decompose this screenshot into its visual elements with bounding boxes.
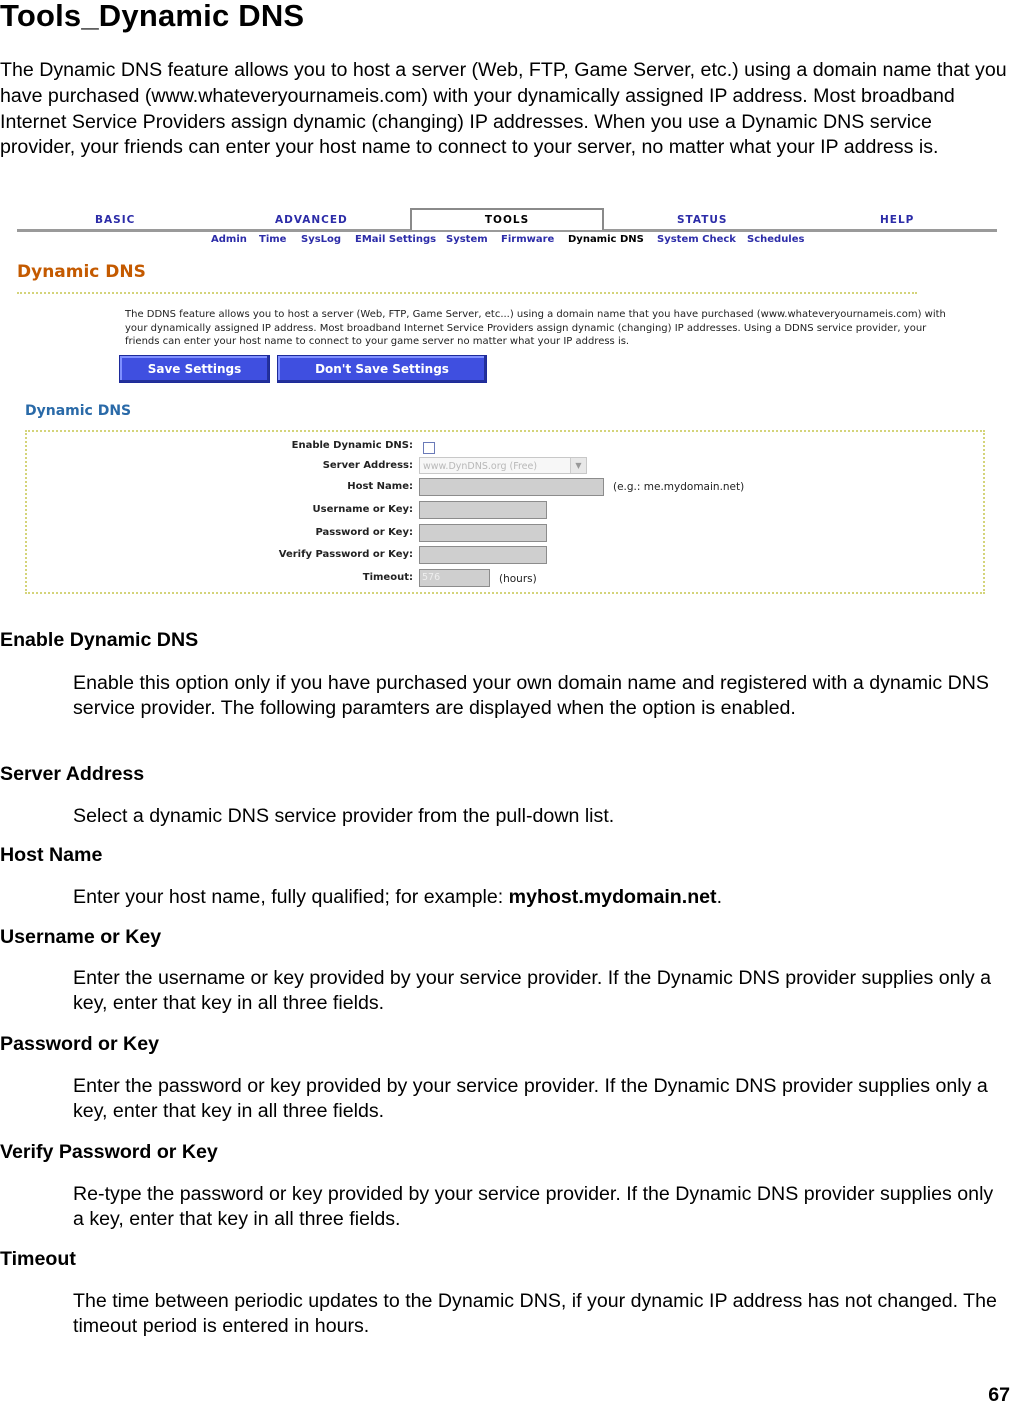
tab-status[interactable]: STATUS <box>677 214 728 226</box>
ddns-heading: Dynamic DNS <box>17 262 146 282</box>
server-label: Server Address: <box>322 460 413 471</box>
password-label: Password or Key: <box>315 527 413 538</box>
host-label: Host Name: <box>347 481 413 492</box>
host-desc-period: . <box>716 886 723 908</box>
username-label: Username or Key: <box>312 504 413 515</box>
tab-advanced[interactable]: ADVANCED <box>275 214 348 226</box>
server-select[interactable] <box>419 457 587 474</box>
password-input[interactable] <box>419 524 547 542</box>
section-title: Dynamic DNS <box>25 403 132 419</box>
host-desc-text: Enter your host name, fully qualified; for example: <box>73 886 509 908</box>
page-title: Tools_Dynamic DNS <box>0 0 305 33</box>
timeout-unit: (hours) <box>499 573 537 585</box>
param-label-password: Password or Key <box>0 1033 159 1055</box>
subtab-firmware[interactable]: Firmware <box>501 234 555 245</box>
subtab-syslog[interactable]: SysLog <box>301 234 342 245</box>
enable-label: Enable Dynamic DNS: <box>291 440 413 451</box>
enable-checkbox[interactable] <box>423 442 435 454</box>
param-desc-server: Select a dynamic DNS service provider from the pull-down list. <box>73 805 615 827</box>
row-timeout <box>7 569 1009 589</box>
row-server <box>7 457 1009 477</box>
subtab-time[interactable]: Time <box>259 234 287 245</box>
host-input[interactable] <box>419 478 604 496</box>
row-password <box>7 524 1009 544</box>
verify-input[interactable] <box>419 546 547 564</box>
row-username <box>7 501 1009 521</box>
param-desc-enable: Enable this option only if you have purchased your own domain name and registered with a dynamic DNS service provider. The following paramters are displayed when the option is enabled. <box>73 672 989 719</box>
subtab-email-settings[interactable]: EMail Settings <box>355 234 437 245</box>
username-input[interactable] <box>419 501 547 519</box>
param-label-server: Server Address <box>0 763 145 785</box>
subtab-schedules[interactable]: Schedules <box>747 234 805 245</box>
param-label-verify: Verify Password or Key <box>0 1141 218 1163</box>
host-hint: (e.g.: me.mydomain.net) <box>613 481 745 493</box>
param-label-enable: Enable Dynamic DNS <box>0 629 199 651</box>
intro-paragraph: The Dynamic DNS feature allows you to host a server (Web, FTP, Game Server, etc.) using a domain name that you have purchased (www.whateveryournameis.com) with your dynamically assigned IP address. Most broadband Internet Service Providers assign dynamic (changing) IP addresses. When you use a Dynamic DNS service provider, your friends can enter your host name to connect to your server, no matter what your IP address is. <box>0 59 1007 159</box>
param-label-timeout: Timeout <box>0 1248 76 1270</box>
save-settings-button[interactable]: Save Settings <box>119 355 270 383</box>
subtab-system-check[interactable]: System Check <box>657 234 736 245</box>
row-verify <box>7 546 1009 566</box>
server-select-value: www.DynDNS.org (Free) <box>423 461 538 472</box>
subtab-dynamic-dns[interactable]: Dynamic DNS <box>568 234 644 245</box>
param-label-username: Username or Key <box>0 926 162 948</box>
top-nav <box>7 200 1009 230</box>
row-enable <box>7 437 1009 457</box>
tab-basic[interactable]: BASIC <box>95 214 136 226</box>
param-desc-host <box>73 885 998 910</box>
host-example: myhost.mydomain.net <box>508 886 717 908</box>
timeout-input[interactable]: 576 <box>419 569 490 587</box>
chevron-down-icon: ▼ <box>570 458 586 473</box>
param-desc-username: Enter the username or key provided by your service provider. If the Dynamic DNS provider supplies only a key, enter that key in all three fields. <box>73 967 992 1014</box>
tab-tools[interactable]: TOOLS <box>410 208 604 230</box>
verify-label: Verify Password or Key: <box>278 549 413 560</box>
param-desc-verify: Re-type the password or key provided by your service provider. If the Dynamic DNS provider supplies only a key, enter that key in all three fields. <box>73 1183 994 1230</box>
timeout-label: Timeout: <box>362 572 413 583</box>
ddns-description: The DDNS feature allows you to host a server (Web, FTP, Game Server, etc...) using a domain name that you have purchased (www.whateveryournameis.com) with your dynamically assigned IP address. Most broadband Internet Service Providers assign dynamic (changing) IP addresses. Using a DDNS service provider, your friends can enter your host name to connect to your game server no matter what your IP address is. <box>125 309 946 347</box>
param-label-host: Host Name <box>0 844 103 866</box>
subtab-admin[interactable]: Admin <box>211 234 247 245</box>
param-desc-timeout: The time between periodic updates to the Dynamic DNS, if your dynamic IP address has not changed. The timeout period is entered in hours. <box>73 1290 997 1337</box>
dont-save-settings-button[interactable]: Don't Save Settings <box>277 355 487 383</box>
row-host <box>7 478 1009 498</box>
sub-nav <box>7 234 1009 250</box>
param-desc-password: Enter the password or key provided by your service provider. If the Dynamic DNS provider supplies only a key, enter that key in all three fields. <box>73 1075 988 1122</box>
router-screenshot <box>7 200 1009 605</box>
page-number: 67 <box>988 1384 1010 1406</box>
dotted-divider <box>17 292 917 294</box>
tab-help[interactable]: HELP <box>880 214 915 226</box>
subtab-system[interactable]: System <box>446 234 488 245</box>
